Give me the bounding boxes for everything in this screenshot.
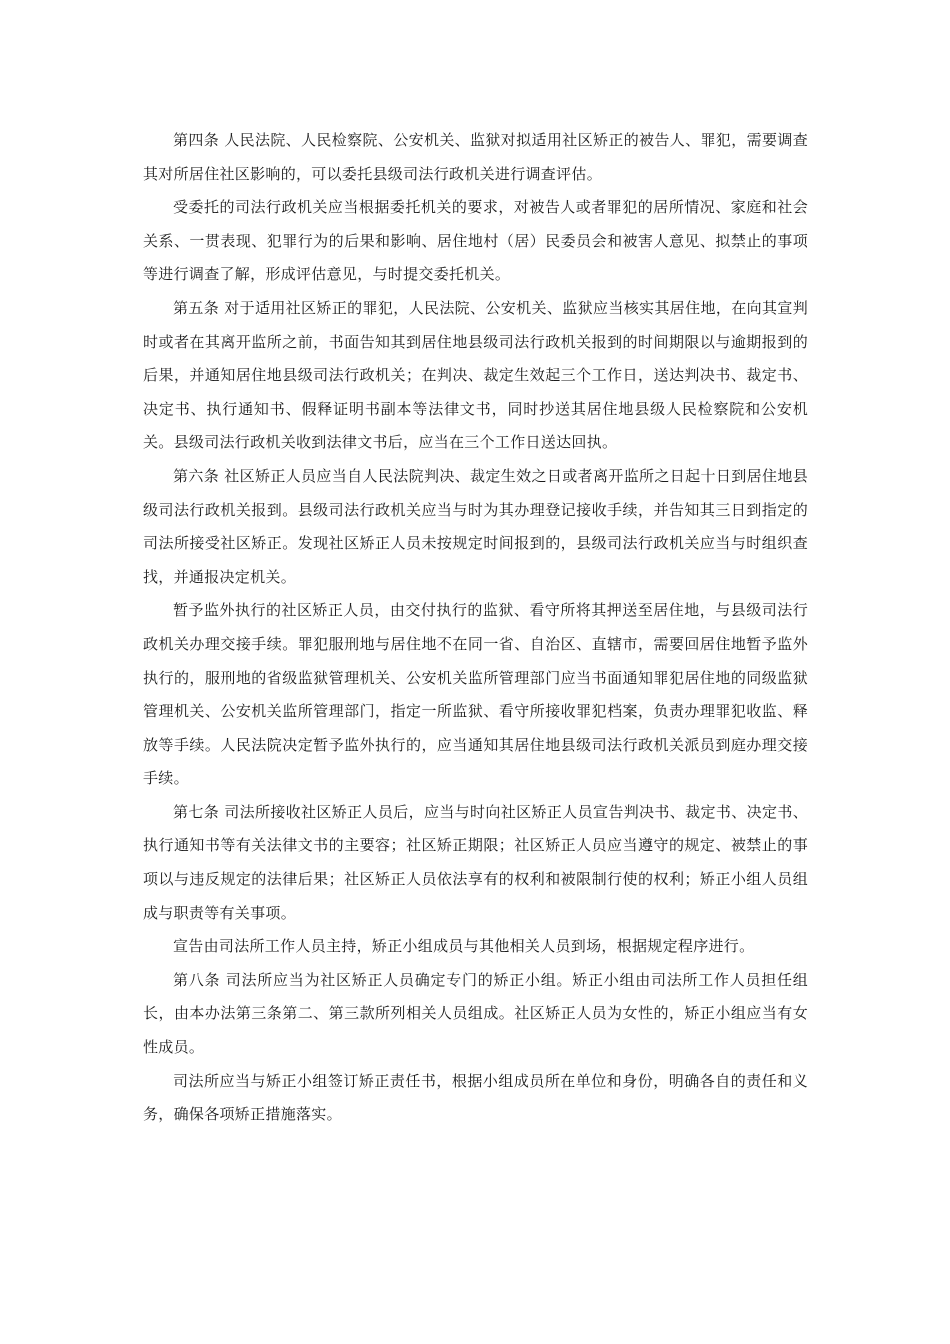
paragraph-article-8: 第八条 司法所应当为社区矫正人员确定专门的矫正小组。矫正小组由司法所工作人员担任组长，由本办法第三条第二、第三款所列相关人员组成。社区矫正人员为女性的，矫正小组应当有女性成员。 bbox=[143, 970, 808, 1057]
paragraph-article-4: 第四条 人民法院、人民检察院、公安机关、监狱对拟适用社区矫正的被告人、罪犯，需要调查其对所居住社区影响的，可以委托县级司法行政机关进行调查评估。 bbox=[143, 131, 808, 183]
paragraph-article-8-responsibility: 司法所应当与矫正小组签订矫正责任书，根据小组成员所在单位和身份，明确各自的责任和义务，确保各项矫正措施落实。 bbox=[143, 1071, 808, 1124]
paragraph-article-7: 第七条 司法所接收社区矫正人员后，应当与时向社区矫正人员宣告判决书、裁定书、决定书、执行通知书等有关法律文书的主要容；社区矫正期限；社区矫正人员应当遵守的规定、被禁止的事项以与违反规定的法律后果；社区矫正人员依法享有的权利和被限制行使的权利；矫正小组人员组成与职责等有关事项。 bbox=[143, 802, 808, 922]
paragraph-article-6-temporary: 暂予监外执行的社区矫正人员，由交付执行的监狱、看守所将其押送至居住地，与县级司法行政机关办理交接手续。罪犯服刑地与居住地不在同一省、自治区、直辖市，需要回居住地暂予监外执行的，服刑地的省级监狱管理机关、公安机关监所管理部门应当书面通知罪犯居住地的同级监狱管理机关、公安机关监所管理部门，指定一所监狱、看守所接收罪犯档案，负责办理罪犯收监、释放等手续。人民法院决定暂予监外执行的，应当通知其居住地县级司法行政机关派员到庭办理交接手续。 bbox=[143, 601, 808, 788]
paragraph-article-4-entrusted: 受委托的司法行政机关应当根据委托机关的要求，对被告人或者罪犯的居所情况、家庭和社会关系、一贯表现、犯罪行为的后果和影响、居住地村（居）民委员会和被害人意见、拟禁止的事项等进行调查了解，形成评估意见，与时提交委托机关。 bbox=[143, 198, 808, 284]
paragraph-article-7-announcement: 宣告由司法所工作人员主持，矫正小组成员与其他相关人员到场，根据规定程序进行。 bbox=[173, 937, 755, 956]
paragraph-article-6: 第六条 社区矫正人员应当自人民法院判决、裁定生效之日或者离开监所之日起十日到居住地县级司法行政机关报到。县级司法行政机关应当与时为其办理登记接收手续，并告知其三日到指定的司法所接受社区矫正。发现社区矫正人员未按规定时间报到的，县级司法行政机关应当与时组织查找，并通报决定机关。 bbox=[143, 466, 808, 586]
document-body bbox=[143, 124, 808, 1132]
paragraph-article-5: 第五条 对于适用社区矫正的罪犯，人民法院、公安机关、监狱应当核实其居住地，在向其宣判时或者在其离开监所之前，书面告知其到居住地县级司法行政机关报到的时间期限以与逾期报到的后果，并通知居住地县级司法行政机关；在判决、裁定生效起三个工作日，送达判决书、裁定书、决定书、执行通知书、假释证明书副本等法律文书，同时抄送其居住地县级人民检察院和公安机关。县级司法行政机关收到法律文书后，应当在三个工作日送达回执。 bbox=[143, 298, 808, 452]
